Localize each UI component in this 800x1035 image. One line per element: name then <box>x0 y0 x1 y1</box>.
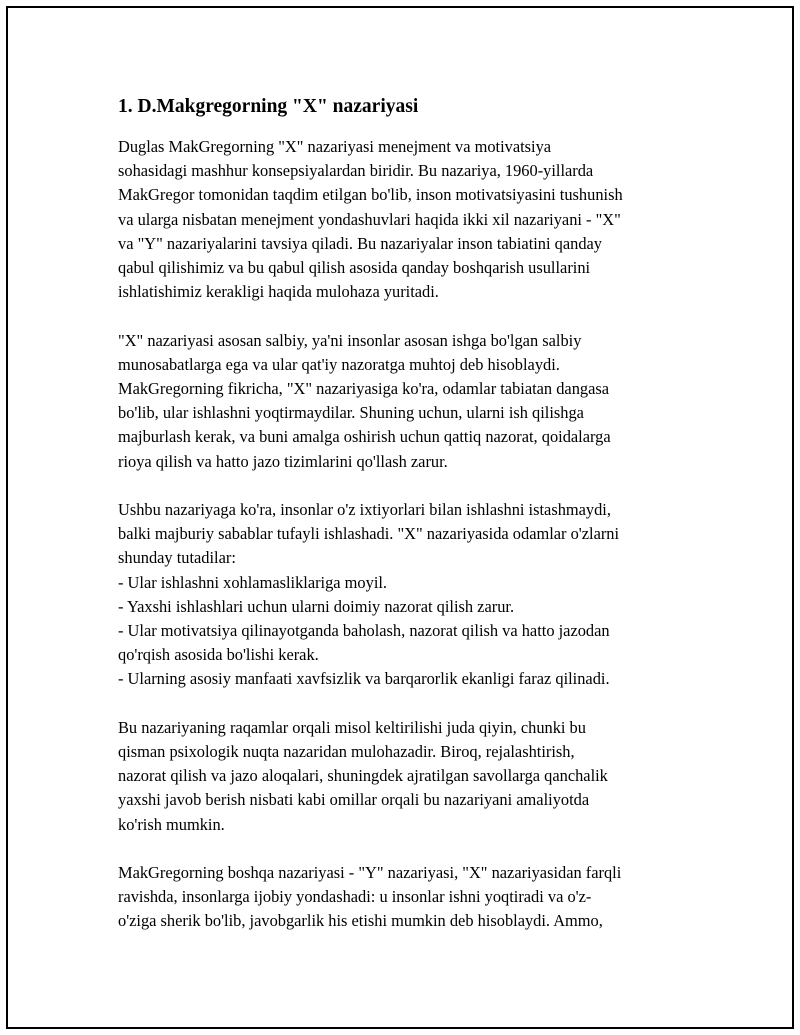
list-item: - Ular motivatsiya qilinayotganda baholash, nazorat qilish va hatto jazodan <box>118 621 610 641</box>
text-line: ko'rish mumkin. <box>118 814 225 834</box>
document-body <box>118 94 693 958</box>
list-item: - Ular ishlashni xohlamasliklariga moyil. <box>118 572 388 592</box>
list-item: - Ularning asosiy manfaati xavfsizlik va barqarorlik ekanligi faraz qilinadi. <box>118 669 610 689</box>
text-line: va "Y" nazariyalarini tavsiya qiladi. Bu nazariyalar inson tabiatini qanday <box>118 233 602 253</box>
text-line: MakGregor tomonidan taqdim etilgan bo'lib, inson motivatsiyasini tushunish <box>118 185 623 205</box>
text-line: MakGregorning fikricha, "X" nazariyasiga ko'ra, odamlar tabiatan dangasa <box>118 379 610 399</box>
text-line: Ushbu nazariyaga ko'ra, insonlar o'z ixtiyorlari bilan ishlashni istashmaydi, <box>118 500 611 520</box>
text-line: munosabatlarga ega va ular qat'iy nazoratga muhtoj deb hisoblaydi. <box>118 354 560 374</box>
paragraph-x-behaviours <box>118 498 693 692</box>
text-line: shunday tutadilar: <box>118 548 236 568</box>
paragraph-x-theory <box>118 329 693 474</box>
text-line: va ularga nisbatan menejment yondashuvlari haqida ikki xil nazariyani - "X" <box>118 209 621 229</box>
list-item-continued: qo'rqish asosida bo'lishi kerak. <box>118 645 319 665</box>
text-line: nazorat qilish va jazo aloqalari, shuningdek ajratilgan savollarga qanchalik <box>118 766 608 786</box>
list-item: - Yaxshi ishlashlari uchun ularni doimiy nazorat qilish zarur. <box>118 596 515 616</box>
text-line: o'ziga sherik bo'lib, javobgarlik his etishi mumkin deb hisoblaydi. Ammo, <box>118 911 603 931</box>
paragraph-y-theory <box>118 861 693 934</box>
text-line: rioya qilish va hatto jazo tizimlarini qo'llash zarur. <box>118 451 448 471</box>
text-line: qisman psixologik nuqta nazaridan mulohazadir. Biroq, rejalashtirish, <box>118 742 575 762</box>
text-line: yaxshi javob berish nisbati kabi omillar orqali bu nazariyani amaliyotda <box>118 790 590 810</box>
text-line: MakGregorning boshqa nazariyasi - "Y" nazariyasi, "X" nazariyasidan farqli <box>118 863 622 883</box>
paragraph-examples <box>118 716 693 837</box>
text-line: "X" nazariyasi asosan salbiy, ya'ni insonlar asosan ishga bo'lgan salbiy <box>118 330 582 350</box>
text-line: majburlash kerak, va buni amalga oshirish uchun qattiq nazorat, qoidalarga <box>118 427 611 447</box>
text-line: Duglas MakGregorning "X" nazariyasi menejment va motivatsiya <box>118 137 552 156</box>
section-heading: 1. D.Makgregorning "X" nazariyasi <box>118 96 419 117</box>
text-line: sohasidagi mashhur konsepsiyalardan biridir. Bu nazariya, 1960-yillarda <box>118 161 594 181</box>
text-line: Bu nazariyaning raqamlar orqali misol keltirilishi juda qiyin, chunki bu <box>118 717 586 737</box>
text-line: balki majburiy sabablar tufayli ishlashadi. "X" nazariyasida odamlar o'zlarni <box>118 524 620 544</box>
text-line: qabul qilishimiz va bu qabul qilish asosida qanday boshqarish usullarini <box>118 258 591 278</box>
text-line: ishlatishimiz kerakligi haqida mulohaza yuritadi. <box>118 282 439 302</box>
text-line: ravishda, insonlarga ijobiy yondashadi: u insonlar ishni yoqtiradi va o'z- <box>118 887 592 907</box>
text-line: bo'lib, ular ishlashni yoqtirmaydilar. Shuning uchun, ularni ish qilishga <box>118 403 584 423</box>
paragraph-intro <box>118 135 693 304</box>
